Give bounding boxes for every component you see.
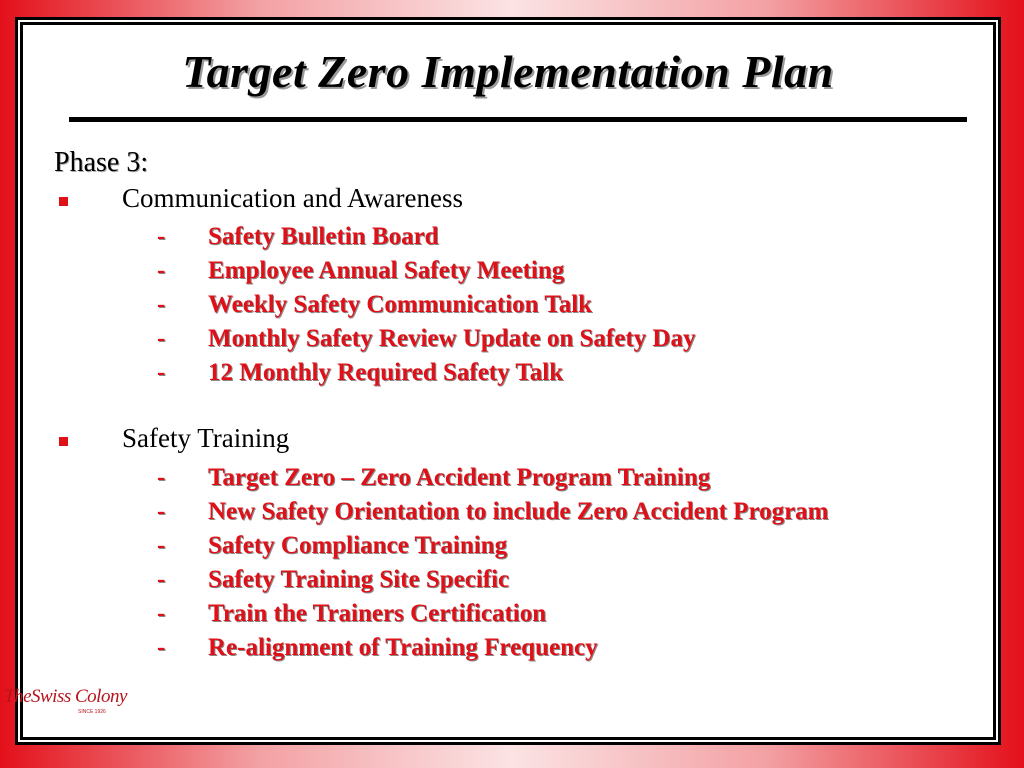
list-item-label: Train the Trainers Certification xyxy=(208,600,547,627)
dash-marker: - xyxy=(157,257,166,284)
dash-marker: - xyxy=(157,566,166,593)
list-item-label: Target Zero – Zero Accident Program Training xyxy=(208,464,711,491)
square-bullet-icon xyxy=(59,437,68,446)
list-item-label: Safety Bulletin Board xyxy=(208,223,439,250)
section-heading: Communication and Awareness xyxy=(122,183,463,213)
dash-marker: - xyxy=(157,532,166,559)
dash-marker: - xyxy=(157,359,166,386)
dash-marker: - xyxy=(157,498,166,525)
list-item-label: 12 Monthly Required Safety Talk xyxy=(208,359,564,386)
list-item-label: New Safety Orientation to include Zero Accident Program xyxy=(208,498,829,525)
list-item-label: Employee Annual Safety Meeting xyxy=(208,257,565,284)
dash-marker: - xyxy=(157,464,166,491)
list-item-label: Weekly Safety Communication Talk xyxy=(208,291,593,318)
slide xyxy=(20,22,996,740)
slide-title: Target Zero Implementation Plan xyxy=(182,46,834,97)
list-item-label: Re-alignment of Training Frequency xyxy=(208,634,598,661)
company-logo: TheSwiss Colony xyxy=(4,686,127,707)
dash-marker: - xyxy=(157,634,166,661)
square-bullet-icon xyxy=(59,197,68,206)
list-item-label: Monthly Safety Review Update on Safety Day xyxy=(208,325,696,352)
dash-marker: - xyxy=(157,325,166,352)
phase-label: Phase 3: xyxy=(54,147,149,178)
dash-marker: - xyxy=(157,600,166,627)
title-divider xyxy=(69,117,967,122)
company-logo-subtext: SINCE 1926 xyxy=(78,709,106,715)
dash-marker: - xyxy=(157,223,166,250)
dash-marker: - xyxy=(157,291,166,318)
section-heading: Safety Training xyxy=(122,423,290,453)
list-item-label: Safety Compliance Training xyxy=(208,532,508,559)
list-item-label: Safety Training Site Specific xyxy=(208,566,510,593)
